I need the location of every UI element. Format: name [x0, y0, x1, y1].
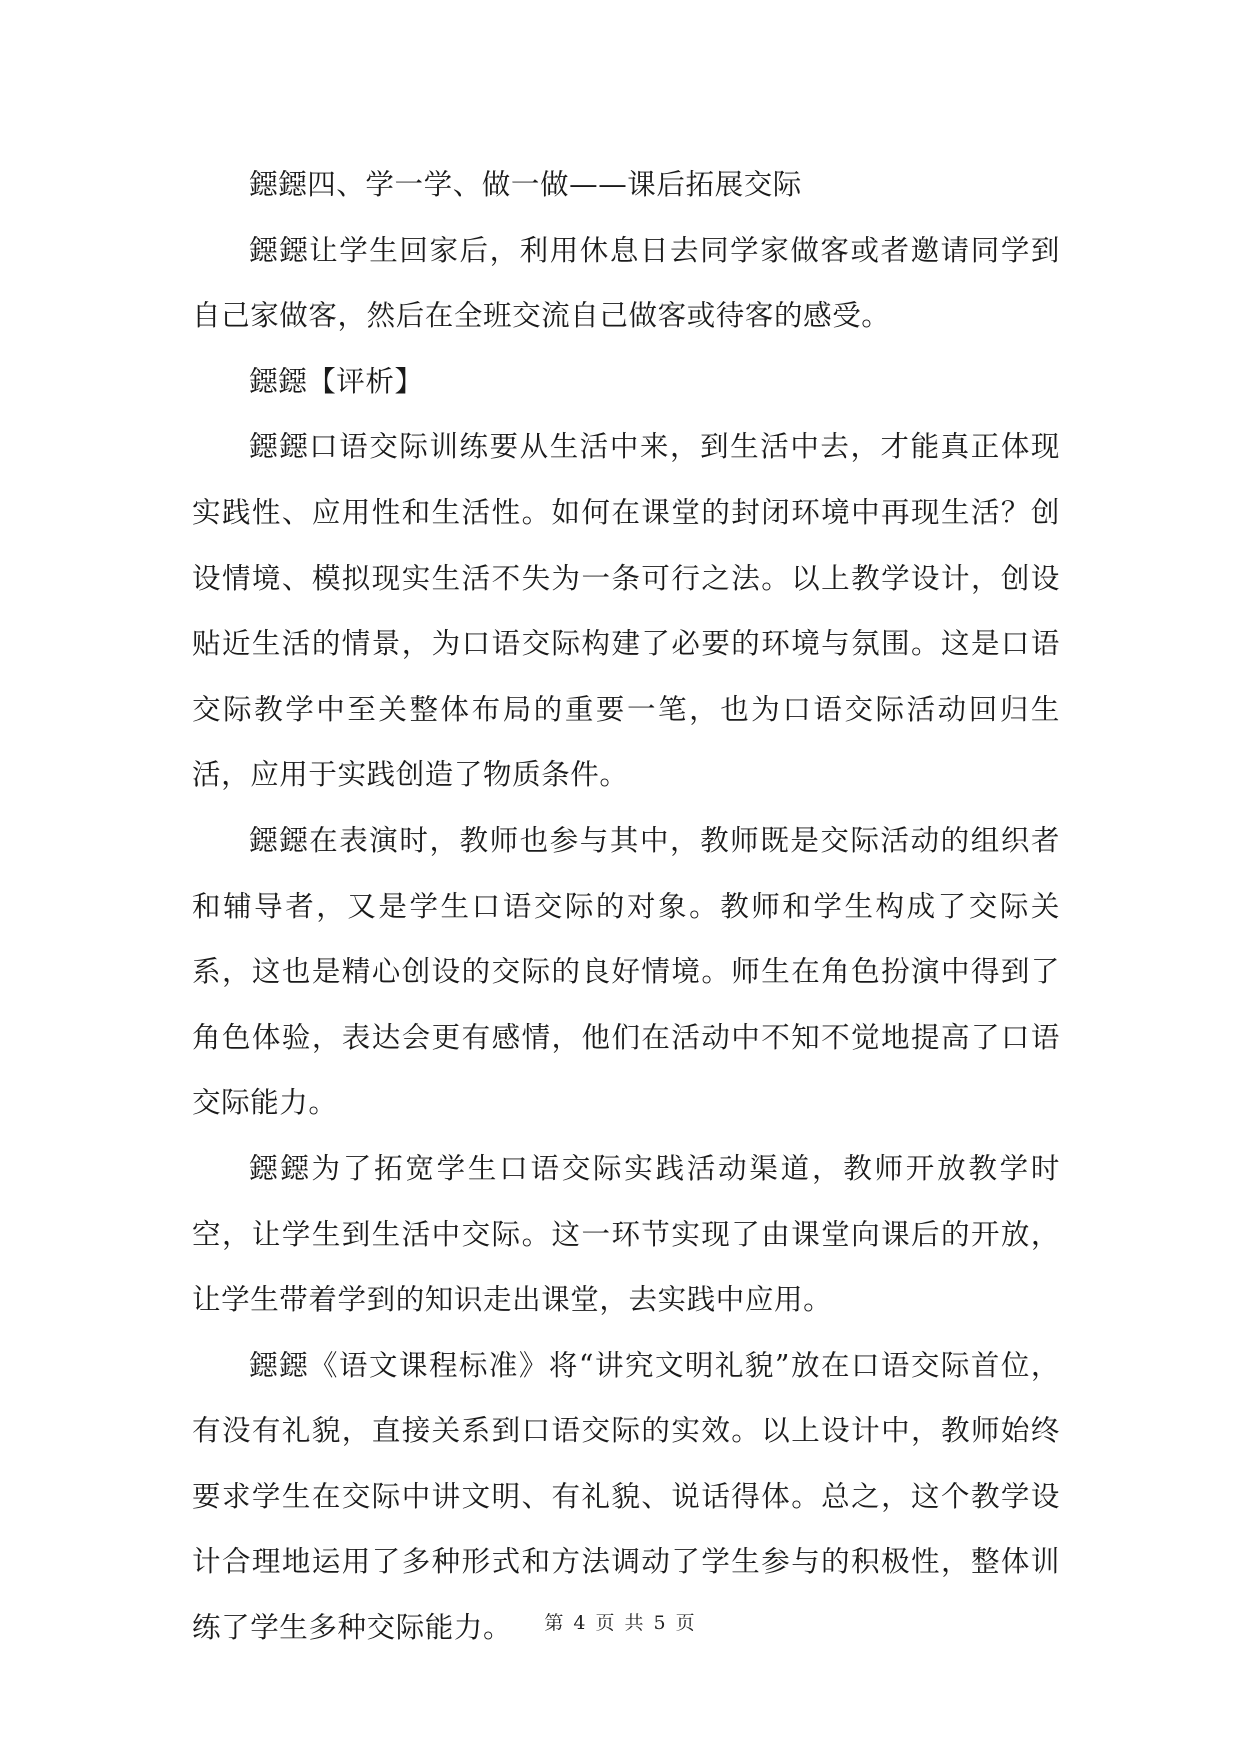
analysis-heading: 鐚鐚【评析】: [249, 364, 424, 398]
body-paragraph: 鐚鐚《语文课程标准》将“讲究文明礼貌”放在口语交际首位，有没有礼貌，直接关系到口语交际的实效。以上设计中，教师始终要求学生在交际中讲文明、有礼貌、说话得体。总之，这个教学设计合理地运用了多种形式和方法调动了学生参与的积极性，整体训练了学生多种交际能力。: [192, 1348, 1060, 1645]
page-footer: 第 4 页 共 5 页: [544, 1612, 697, 1634]
section-heading: 鐚鐚四、学一学、做一做——课后拓展交际: [249, 168, 802, 201]
body-paragraph: 鐚鐚为了拓宽学生口语交际实践活动渠道，教师开放教学时空，让学生到生活中交际。这一环节实现了由课堂向课后的开放，让学生带着学到的知识走出课堂，去实践中应用。: [192, 1151, 1060, 1317]
document-body: [192, 152, 1060, 1661]
body-paragraph: 鐚鐚在表演时，教师也参与其中，教师既是交际活动的组织者和辅导者，又是学生口语交际的对象。教师和学生构成了交际关系，这也是精心创设的交际的良好情境。师生在角色扮演中得到了角色体验，表达会更有感情，他们在活动中不知不觉地提高了口语交际能力。: [192, 823, 1060, 1120]
body-paragraph: 鐚鐚口语交际训练要从生活中来，到生活中去，才能真正体现实践性、应用性和生活性。如何在课堂的封闭环境中再现生活？创设情境、模拟现实生活不失为一条可行之法。以上教学设计，创设贴近生活的情景，为口语交际构建了必要的环境与氛围。这是口语交际教学中至关整体布局的重要一笔，也为口语交际活动回归生活，应用于实践创造了物质条件。: [192, 430, 1060, 792]
body-paragraph: 鐚鐚让学生回家后，利用休息日去同学家做客或者邀请同学到自己家做客，然后在全班交流自己做客或待客的感受。: [192, 233, 1060, 333]
